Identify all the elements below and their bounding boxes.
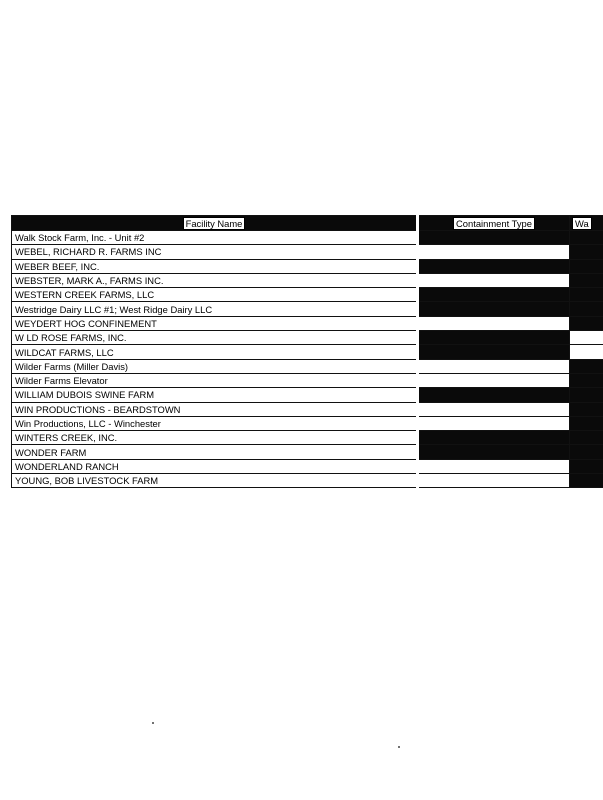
containment-type-header-label: Containment Type — [453, 217, 535, 230]
containment-type-cell — [418, 459, 570, 473]
third-column-cell — [570, 331, 603, 345]
table-row — [12, 273, 603, 287]
facility-name-cell: WIN PRODUCTIONS - BEARDSTOWN — [12, 402, 418, 416]
table-row — [12, 459, 603, 473]
third-column-header — [570, 216, 603, 231]
facility-name-cell: Wilder Farms (Miller Davis) — [12, 359, 418, 373]
containment-type-cell — [418, 388, 570, 402]
third-column-cell — [570, 245, 603, 259]
third-column-cell — [570, 373, 603, 387]
scan-speck — [398, 746, 400, 748]
table-row — [12, 431, 603, 445]
third-column-cell — [570, 345, 603, 359]
third-column-header-label: Wa — [572, 217, 592, 230]
third-column-cell — [570, 316, 603, 330]
third-column-cell — [570, 273, 603, 287]
third-column-cell — [570, 288, 603, 302]
table-row — [12, 288, 603, 302]
containment-type-cell — [418, 245, 570, 259]
table-row — [12, 259, 603, 273]
containment-type-cell — [418, 231, 570, 245]
third-column-cell — [570, 231, 603, 245]
third-column-cell — [570, 416, 603, 430]
facility-name-cell: WEYDERT HOG CONFINEMENT — [12, 316, 418, 330]
third-column-cell — [570, 474, 603, 488]
table-row — [12, 402, 603, 416]
facility-name-cell: Westridge Dairy LLC #1; West Ridge Dairy LLC — [12, 302, 418, 316]
table-row — [12, 345, 603, 359]
containment-type-cell — [418, 431, 570, 445]
third-column-cell — [570, 431, 603, 445]
containment-type-cell — [418, 316, 570, 330]
facility-name-cell: WONDERLAND RANCH — [12, 459, 418, 473]
facility-name-cell: Win Productions, LLC - Winchester — [12, 416, 418, 430]
third-column-cell — [570, 302, 603, 316]
third-column-cell — [570, 402, 603, 416]
third-column-cell — [570, 259, 603, 273]
containment-type-cell — [418, 474, 570, 488]
containment-type-cell — [418, 445, 570, 459]
containment-type-cell — [418, 345, 570, 359]
table-row — [12, 373, 603, 387]
table-row — [12, 416, 603, 430]
table-row — [12, 245, 603, 259]
facility-name-cell: WEBEL, RICHARD R. FARMS INC — [12, 245, 418, 259]
third-column-cell — [570, 459, 603, 473]
facility-name-cell: WINTERS CREEK, INC. — [12, 431, 418, 445]
facility-name-cell: WEBSTER, MARK A., FARMS INC. — [12, 273, 418, 287]
table-row — [12, 231, 603, 245]
containment-type-cell — [418, 259, 570, 273]
containment-type-cell — [418, 273, 570, 287]
containment-type-cell — [418, 359, 570, 373]
containment-type-cell — [418, 402, 570, 416]
table-row — [12, 359, 603, 373]
table-row — [12, 474, 603, 488]
containment-type-cell — [418, 288, 570, 302]
containment-type-cell — [418, 373, 570, 387]
third-column-cell — [570, 359, 603, 373]
facility-name-cell: W LD ROSE FARMS, INC. — [12, 331, 418, 345]
table-row — [12, 331, 603, 345]
table-body — [12, 231, 603, 488]
facility-name-cell: Wilder Farms Elevator — [12, 373, 418, 387]
facility-name-header — [12, 216, 418, 231]
facility-table — [11, 215, 603, 488]
facility-name-cell: WILLIAM DUBOIS SWINE FARM — [12, 388, 418, 402]
table-row — [12, 302, 603, 316]
table-row — [12, 445, 603, 459]
table-row — [12, 388, 603, 402]
facility-name-cell: Walk Stock Farm, Inc. - Unit #2 — [12, 231, 418, 245]
facility-name-cell: WONDER FARM — [12, 445, 418, 459]
containment-type-cell — [418, 331, 570, 345]
containment-type-cell — [418, 416, 570, 430]
third-column-cell — [570, 388, 603, 402]
facility-name-cell: WILDCAT FARMS, LLC — [12, 345, 418, 359]
scan-speck — [152, 722, 154, 724]
table-header-row — [12, 216, 603, 231]
containment-type-cell — [418, 302, 570, 316]
third-column-cell — [570, 445, 603, 459]
facility-name-cell: WESTERN CREEK FARMS, LLC — [12, 288, 418, 302]
facility-name-header-label: Facility Name — [183, 217, 246, 230]
facility-name-cell: WEBER BEEF, INC. — [12, 259, 418, 273]
containment-type-header — [418, 216, 570, 231]
facility-name-cell: YOUNG, BOB LIVESTOCK FARM — [12, 474, 418, 488]
table-row — [12, 316, 603, 330]
